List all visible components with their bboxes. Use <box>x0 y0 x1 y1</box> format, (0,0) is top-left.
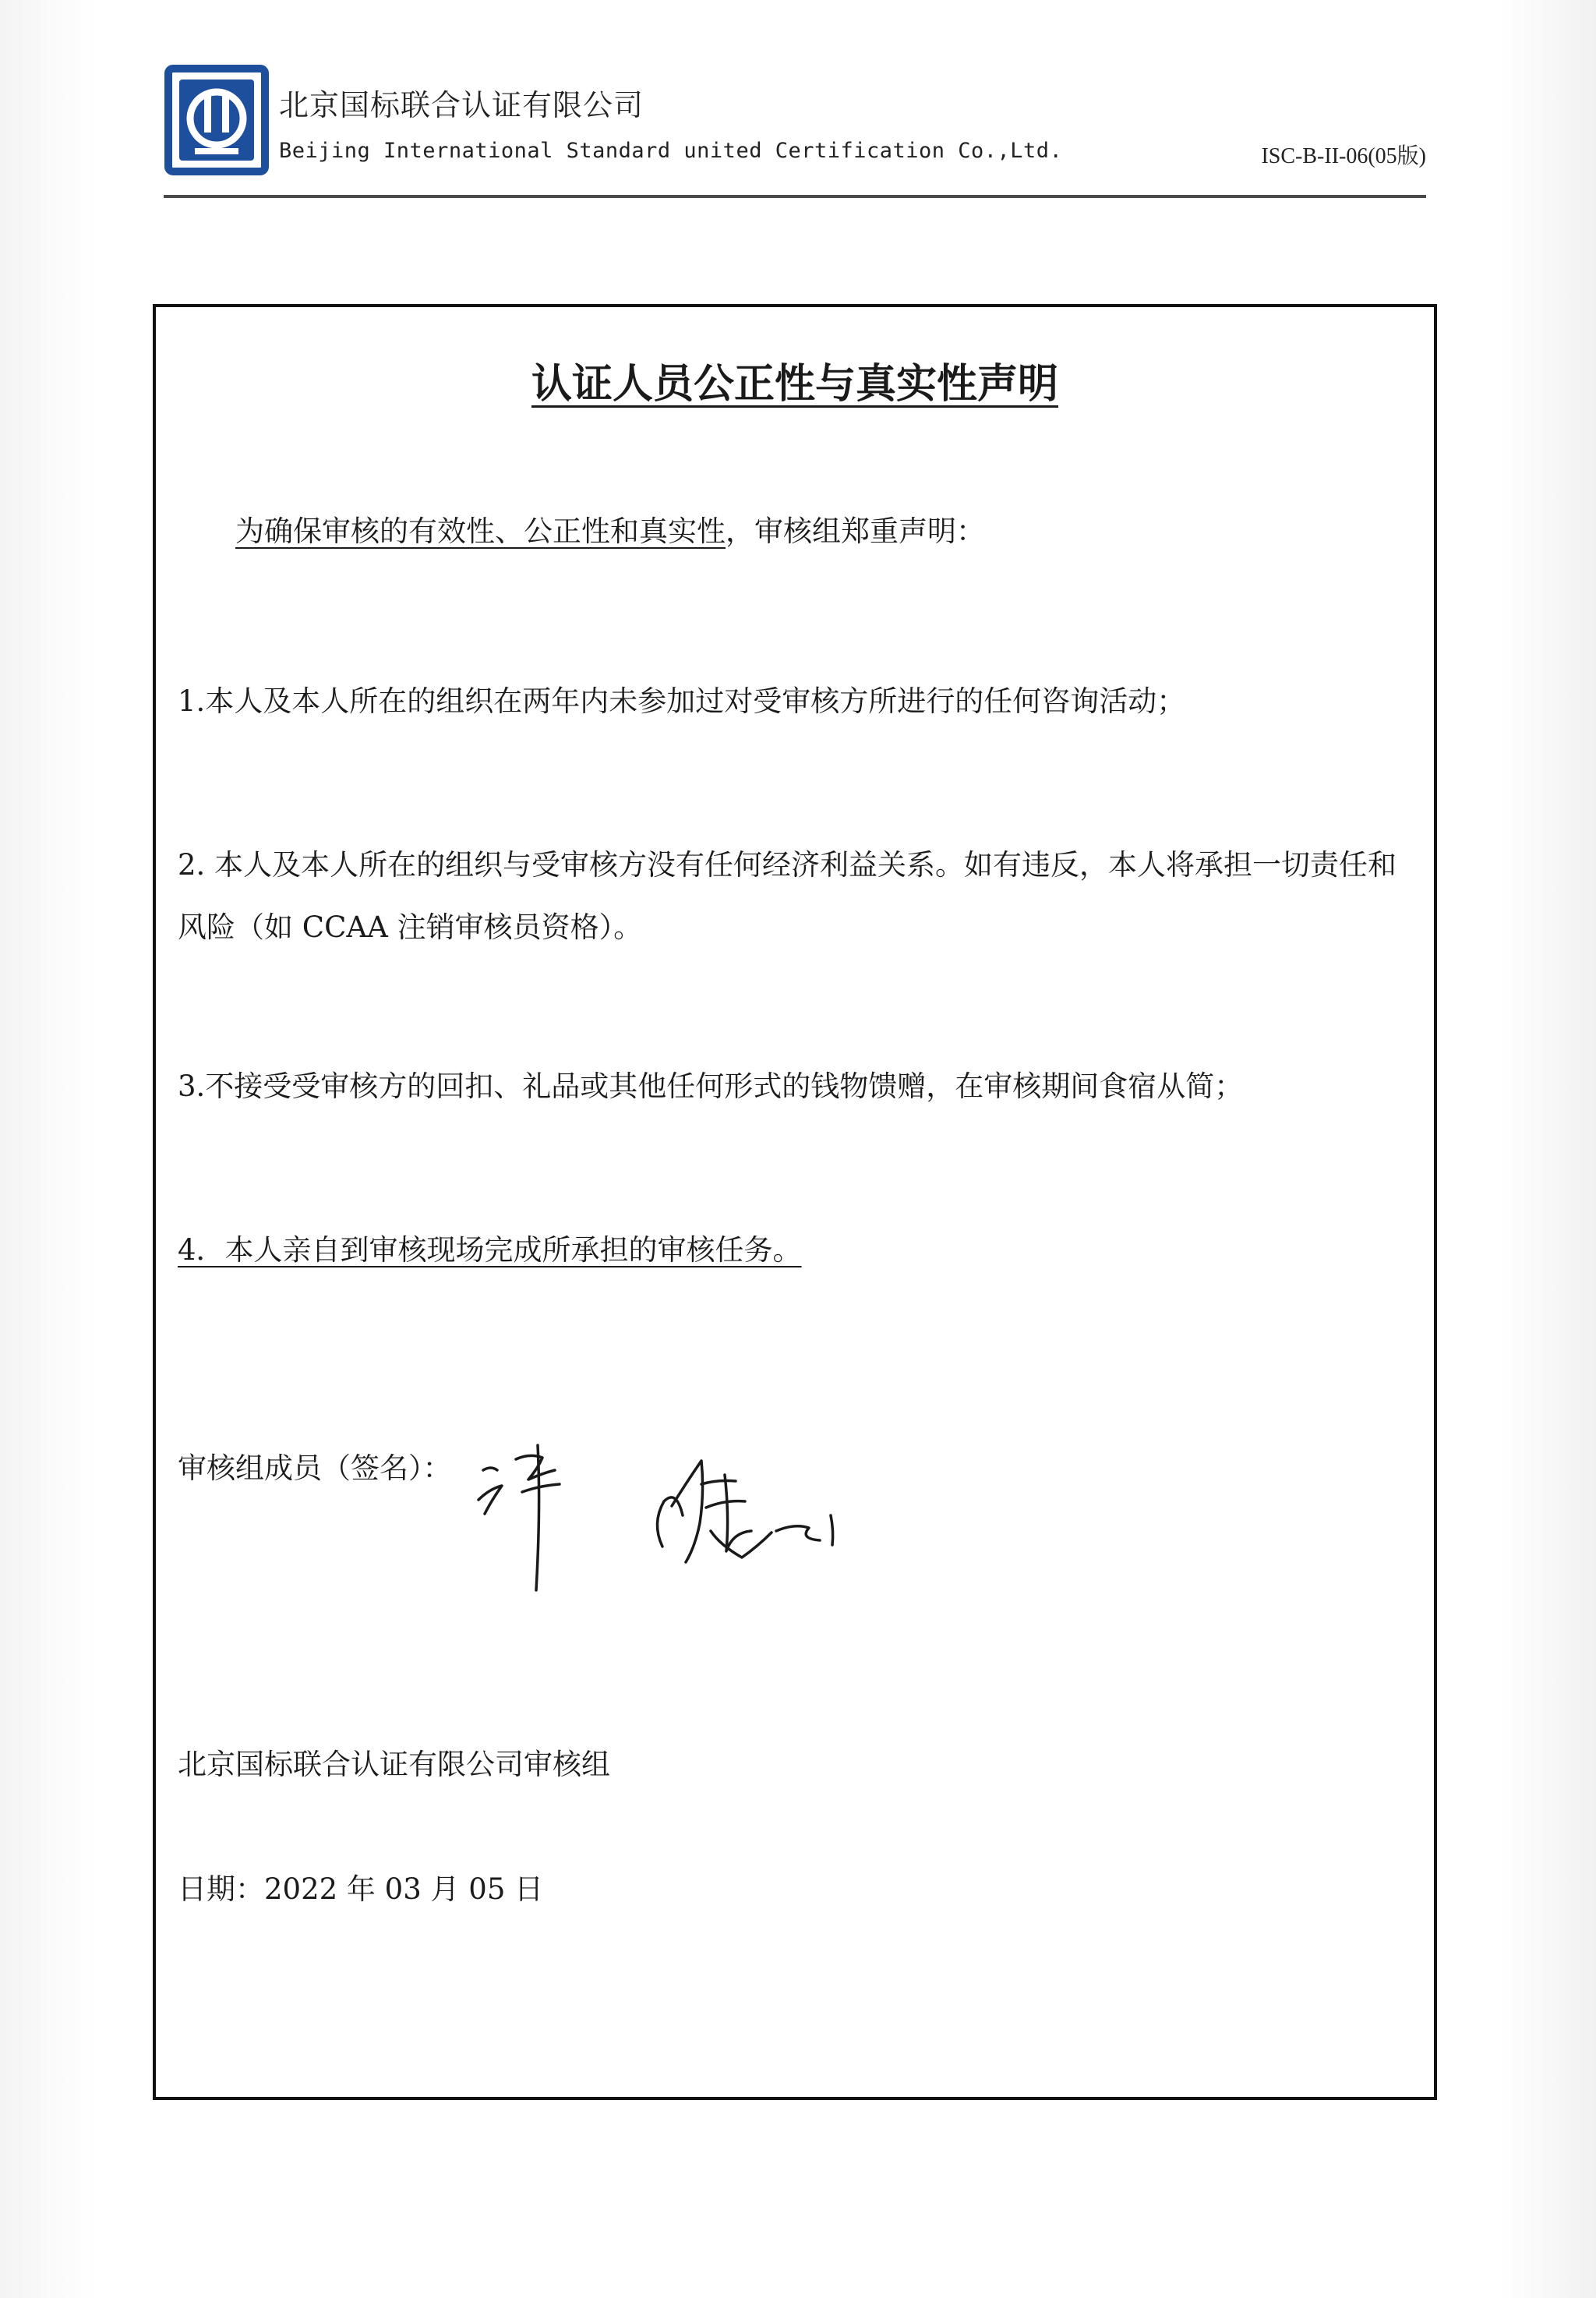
handwritten-signature-icon <box>468 1414 1013 1601</box>
document-title-text: 认证人员公正性与真实性声明 <box>531 361 1058 408</box>
header-rule <box>164 195 1426 198</box>
company-name-english: Beijing International Standard united Certification Co.,Ltd. <box>279 139 1063 163</box>
intro-rest-text: ，审核组郑重声明： <box>726 514 985 548</box>
organization-line: 北京国标联合认证有限公司审核组 <box>178 1748 610 1781</box>
intro-underlined-text: 为确保审核的有效性、公正性和真实性 <box>235 514 726 548</box>
document-title <box>156 351 1434 409</box>
company-logo-icon <box>164 64 270 176</box>
form-code: ISC-B-II-06(05版) <box>1261 144 1426 168</box>
date-line: 日期：2022 年 03 月 05 日 <box>178 1872 544 1906</box>
declaration-item-4 <box>178 1219 1415 1282</box>
company-name-chinese: 北京国标联合认证有限公司 <box>279 88 644 122</box>
letterhead <box>164 64 1426 204</box>
declaration-item-1: 1.本人及本人所在的组织在两年内未参加过对受审核方所进行的任何咨询活动； <box>178 684 1186 718</box>
declaration-item-3: 3.不接受受审核方的回扣、礼品或其他任何形式的钱物馈赠，在审核期间食宿从简； <box>178 1069 1244 1103</box>
declaration-box <box>153 304 1437 2100</box>
declaration-item-4-text: 4．本人亲自到审核现场完成所承担的审核任务。 <box>178 1233 802 1267</box>
signers-label: 审核组成员（签名）： <box>178 1451 452 1485</box>
declaration-item-2: 2. 本人及本人所在的组织与受审核方没有任何经济利益关系。如有违反，本人将承担一切责任和风险（如 CCAA 注销审核员资格）。 <box>178 848 1397 944</box>
intro-paragraph <box>235 500 1415 563</box>
